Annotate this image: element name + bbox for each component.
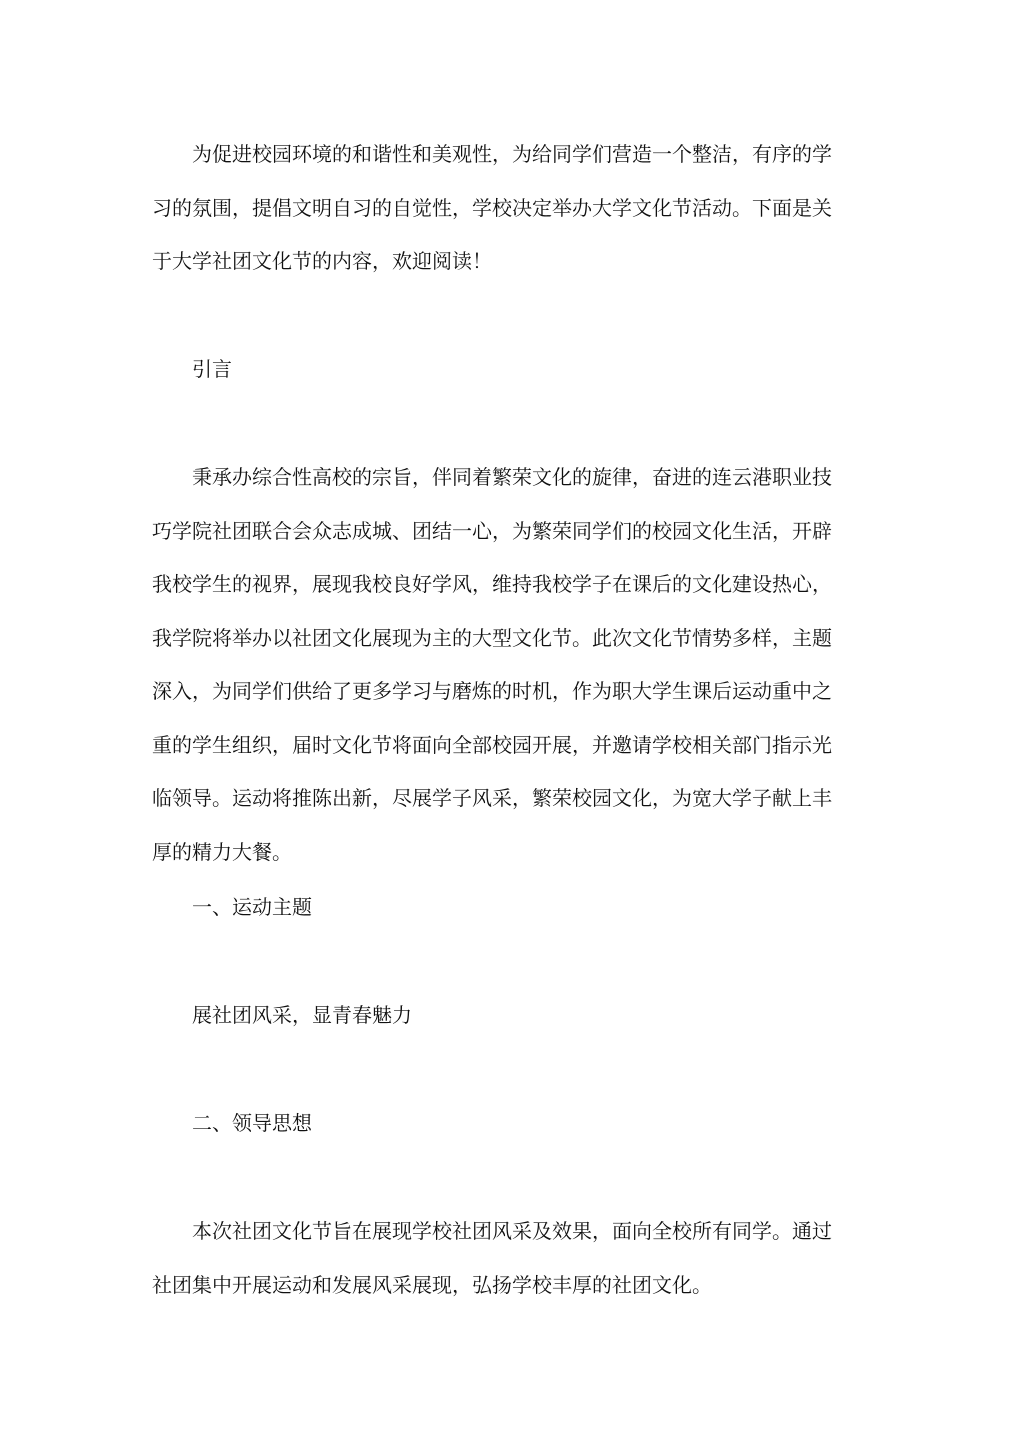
section-1-heading: 一、运动主题 [192, 895, 312, 919]
intro-paragraph: 为促进校园环境的和谐性和美观性，为给同学们营造一个整洁，有序的学习的氛围，提倡文明自习的自觉性，学校决定举办大学文化节活动。下面是关于大学社团文化节的内容，欢迎阅读！ [152, 142, 832, 273]
preface-heading: 引言 [192, 357, 232, 381]
preface-paragraph: 秉承办综合性高校的宗旨，伴同着繁荣文化的旋律，奋进的连云港职业技巧学院社团联合会众志成城、团结一心，为繁荣同学们的校园文化生活，开辟我校学生的视界，展现我校良好学风，维持我校学子在课后的文化建设热心，我学院将举办以社团文化展现为主的大型文化节。此次文化节情势多样，主题深入，为同学们供给了更多学习与磨炼的时机，作为职大学生课后运动重中之重的学生组织，届时文化节将面向全部校园开展，并邀请学校相关部门指示光临领导。运动将推陈出新，尽展学子风采，繁荣校园文化，为宽大学子献上丰厚的精力大餐。 [152, 465, 832, 864]
section-2-heading: 二、领导思想 [192, 1111, 312, 1135]
section-1-content: 展社团风采，显青春魅力 [192, 1003, 412, 1027]
section-2-paragraph: 本次社团文化节旨在展现学校社团风采及效果，面向全校所有同学。通过社团集中开展运动和发展风采展现，弘扬学校丰厚的社团文化。 [152, 1219, 832, 1297]
